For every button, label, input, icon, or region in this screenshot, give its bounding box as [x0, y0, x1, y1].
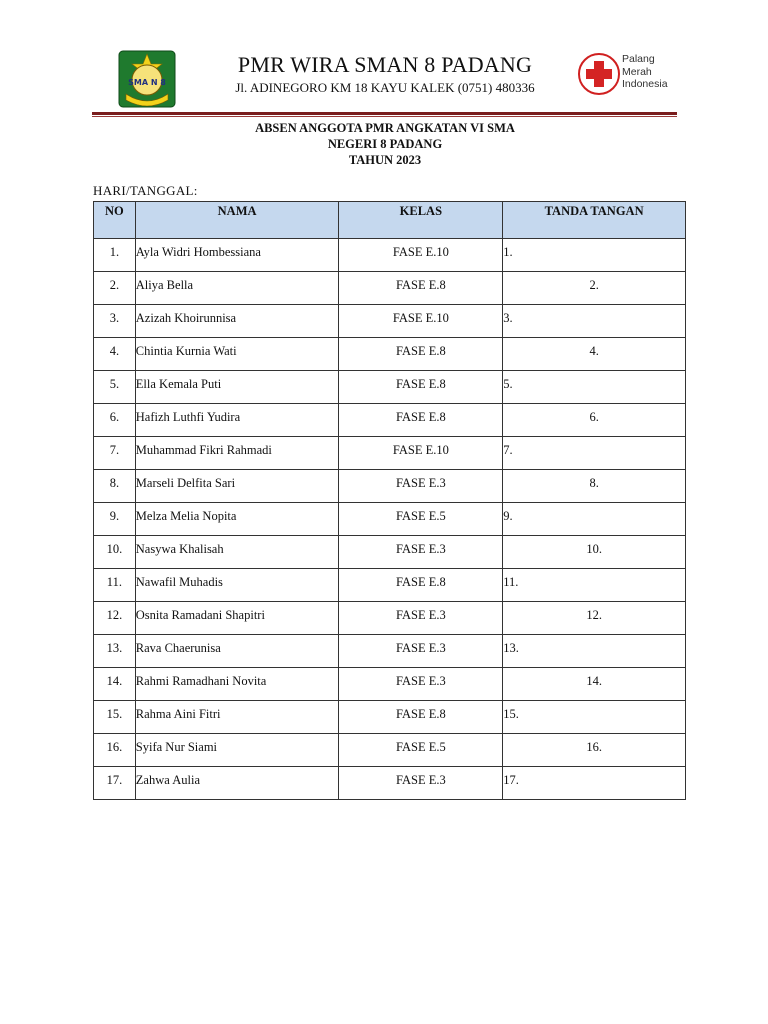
table-row — [94, 305, 686, 338]
row-no: 3. — [94, 305, 136, 338]
row-name: Melza Melia Nopita — [135, 503, 339, 536]
row-no: 16. — [94, 734, 136, 767]
pmi-line-1: Palang — [622, 53, 655, 65]
row-class: FASE E.5 — [339, 734, 503, 767]
pmi-line-2: Merah — [622, 65, 652, 78]
row-no: 14. — [94, 668, 136, 701]
row-signature: 4. — [503, 338, 686, 371]
table-row — [94, 701, 686, 734]
title-line-1: ABSEN ANGGOTA PMR ANGKATAN VI SMA — [255, 121, 515, 135]
table-row — [94, 371, 686, 404]
table-row — [94, 602, 686, 635]
header-divider — [92, 112, 677, 115]
row-signature: 16. — [503, 734, 686, 767]
table-row — [94, 470, 686, 503]
row-no: 10. — [94, 536, 136, 569]
row-no: 6. — [94, 404, 136, 437]
row-class: FASE E.10 — [339, 305, 503, 338]
row-signature: 8. — [503, 470, 686, 503]
header-divider-thin — [92, 116, 677, 117]
table-row — [94, 404, 686, 437]
row-no: 1. — [94, 239, 136, 272]
row-no: 4. — [94, 338, 136, 371]
row-signature: 3. — [503, 305, 686, 338]
school-logo-text: SMA N 8 — [128, 78, 166, 87]
row-name: Syifa Nur Siami — [135, 734, 339, 767]
row-name: Ayla Widri Hombessiana — [135, 239, 339, 272]
row-signature: 15. — [503, 701, 686, 734]
row-signature: 10. — [503, 536, 686, 569]
row-name: Aliya Bella — [135, 272, 339, 305]
table-row — [94, 437, 686, 470]
row-signature: 6. — [503, 404, 686, 437]
row-class: FASE E.8 — [339, 569, 503, 602]
row-name: Rava Chaerunisa — [135, 635, 339, 668]
row-class: FASE E.5 — [339, 503, 503, 536]
row-name: Azizah Khoirunnisa — [135, 305, 339, 338]
table-row — [94, 668, 686, 701]
row-class: FASE E.3 — [339, 767, 503, 800]
row-name: Zahwa Aulia — [135, 767, 339, 800]
date-label: HARI/TANGGAL: — [93, 183, 198, 198]
row-name: Ella Kemala Puti — [135, 371, 339, 404]
attendance-table — [93, 201, 686, 800]
row-signature: 2. — [503, 272, 686, 305]
row-no: 5. — [94, 371, 136, 404]
table-header-row — [94, 202, 686, 239]
header-sign: TANDA TANGAN — [503, 202, 686, 239]
row-class: FASE E.3 — [339, 470, 503, 503]
row-no: 13. — [94, 635, 136, 668]
row-signature: 7. — [503, 437, 686, 470]
row-signature: 13. — [503, 635, 686, 668]
row-signature: 9. — [503, 503, 686, 536]
table-row — [94, 569, 686, 602]
pmi-line-3: Indonesia — [622, 78, 668, 90]
row-name: Chintia Kurnia Wati — [135, 338, 339, 371]
row-class: FASE E.8 — [339, 272, 503, 305]
row-class: FASE E.8 — [339, 404, 503, 437]
row-class: FASE E.3 — [339, 602, 503, 635]
row-class: FASE E.8 — [339, 371, 503, 404]
row-name: Rahma Aini Fitri — [135, 701, 339, 734]
row-no: 8. — [94, 470, 136, 503]
row-class: FASE E.8 — [339, 701, 503, 734]
row-class: FASE E.10 — [339, 239, 503, 272]
row-name: Nasywa Khalisah — [135, 536, 339, 569]
row-name: Osnita Ramadani Shapitri — [135, 602, 339, 635]
row-no: 15. — [94, 701, 136, 734]
row-class: FASE E.3 — [339, 635, 503, 668]
row-no: 11. — [94, 569, 136, 602]
row-no: 12. — [94, 602, 136, 635]
org-title: PMR WIRA SMAN 8 PADANG — [237, 52, 533, 77]
school-logo — [118, 50, 176, 108]
title-line-3: TAHUN 2023 — [348, 153, 422, 167]
table-row — [94, 536, 686, 569]
row-no: 7. — [94, 437, 136, 470]
row-name: Nawafil Muhadis — [135, 569, 339, 602]
row-signature: 14. — [503, 668, 686, 701]
table-row — [94, 503, 686, 536]
table-row — [94, 734, 686, 767]
row-signature: 11. — [503, 569, 686, 602]
document-title — [150, 120, 620, 168]
row-signature: 12. — [503, 602, 686, 635]
pmi-logo-text — [622, 53, 668, 91]
row-signature: 17. — [503, 767, 686, 800]
row-no: 17. — [94, 767, 136, 800]
org-address: Jl. ADINEGORO KM 18 KAYU KALEK (0751) 480336 — [235, 80, 535, 95]
row-no: 9. — [94, 503, 136, 536]
row-signature: 5. — [503, 371, 686, 404]
table-row — [94, 239, 686, 272]
row-no: 2. — [94, 272, 136, 305]
title-line-2: NEGERI 8 PADANG — [327, 137, 443, 151]
row-signature: 1. — [503, 239, 686, 272]
row-class: FASE E.3 — [339, 536, 503, 569]
row-class: FASE E.8 — [339, 338, 503, 371]
row-class: FASE E.3 — [339, 668, 503, 701]
table-row — [94, 635, 686, 668]
row-name: Hafizh Luthfi Yudira — [135, 404, 339, 437]
row-class: FASE E.10 — [339, 437, 503, 470]
table-row — [94, 272, 686, 305]
table-row — [94, 767, 686, 800]
row-name: Rahmi Ramadhani Novita — [135, 668, 339, 701]
header-name: NAMA — [135, 202, 339, 239]
header-no: NO — [94, 202, 136, 239]
row-name: Muhammad Fikri Rahmadi — [135, 437, 339, 470]
row-name: Marseli Delfita Sari — [135, 470, 339, 503]
table-row — [94, 338, 686, 371]
header-class: KELAS — [339, 202, 503, 239]
